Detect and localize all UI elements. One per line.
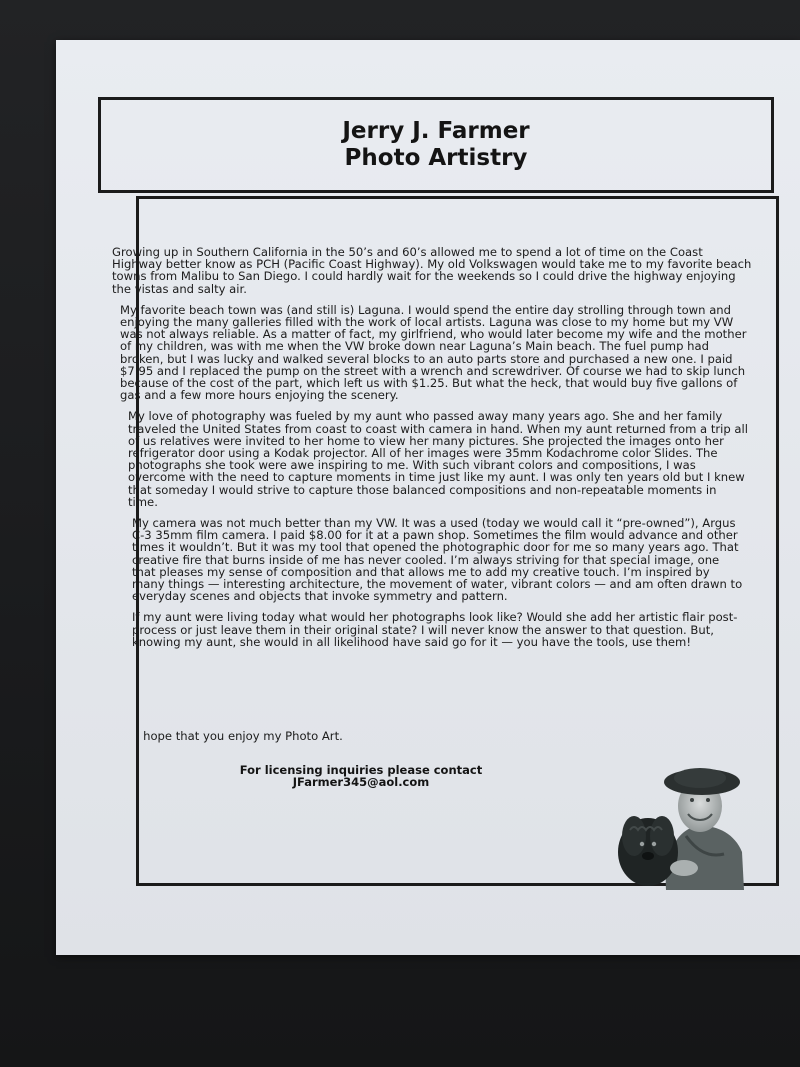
portrait-photo-man-with-dog bbox=[596, 740, 746, 892]
paragraph-question: If my aunt were living today what would her photographs look like? Would she add her artistic flair post-process or just leave them in their original state? I will never know the answer to that question. But, knowing my aunt, she would in all likelihood have said go for it — you have the tools, use them! bbox=[132, 610, 738, 649]
page-title-subtitle: Photo Artistry bbox=[344, 145, 528, 171]
contact-email: JFarmer345@aol.com bbox=[292, 775, 430, 789]
paragraph-camera: My camera was not much better than my VW. It was a used (today we would call it “pre-owned”), Argus C-3 35mm film camera. I paid $8.00 for it at a pawn shop. Sometimes the film would advance and other times it wouldn’t. But it was my tool that opened the photographic door for me so many years ago. That creative fire that burns inside of me has never cooled. I’m always striving for that special image, one that pleases my sense of composition and that allows me to add my creative touch. I’m inspired by many things — interesting architecture, the movement of water, vibrant colors — and am often drawn to everyday scenes and objects that invoke symmetry and pattern. bbox=[132, 516, 743, 604]
biography-text bbox=[112, 246, 752, 657]
title-box bbox=[98, 97, 774, 193]
licensing-contact bbox=[216, 764, 506, 788]
page-title-name: Jerry J. Farmer bbox=[342, 118, 530, 144]
paper-sheet bbox=[56, 40, 800, 955]
paragraph-laguna: My favorite beach town was (and still is) Laguna. I would spend the entire day strolling through town and enjoying the many galleries filled with the work of local artists. Laguna was close to my home but my VW was not always reliable. As a matter of fact, my girlfriend, who would later become my wife and the mother of my children, was with me when the VW broke down near Laguna’s Main beach. The fuel pump had broken, but I was lucky and walked several blocks to an auto parts store and purchased a new one. I paid $7.95 and I replaced the pump on the street with a wrench and screwdriver. Of course we had to skip lunch because of the cost of the part, which left us with $1.25. But what the heck, that would buy five gallons of gas and a few more hours enjoying the scenery. bbox=[120, 302, 747, 403]
closing-line: I hope that you enjoy my Photo Art. bbox=[136, 729, 343, 743]
paragraph-aunt: My love of photography was fueled by my aunt who passed away many years ago. She and her family traveled the United States from coast to coast with camera in hand. When my aunt returned from a trip all of us relatives were invited to her home to view her many pictures. She projected the images onto her refrigerator door using a Kodak projector. All of her images were 35mm Kodachrome color Slides. The photographs she took were awe inspiring to me. With such vibrant colors and compositions, I was overcome with the need to capture moments in time just like my aunt. I was only ten years old but I knew that someday I would strive to capture those balanced compositions and non-repeatable moments in time. bbox=[128, 409, 748, 509]
contact-label: For licensing inquiries please contact bbox=[239, 763, 483, 777]
paragraph-pch: Growing up in Southern California in the 50’s and 60’s allowed me to spend a lot of time on the Coast Highway better know as PCH (Pacific Coast Highway). My old Volkswagen would take me to my favorite beach towns from Malibu to San Diego. I could hardly wait for the weekends so I could drive the highway enjoying the vistas and salty air. bbox=[112, 245, 752, 296]
